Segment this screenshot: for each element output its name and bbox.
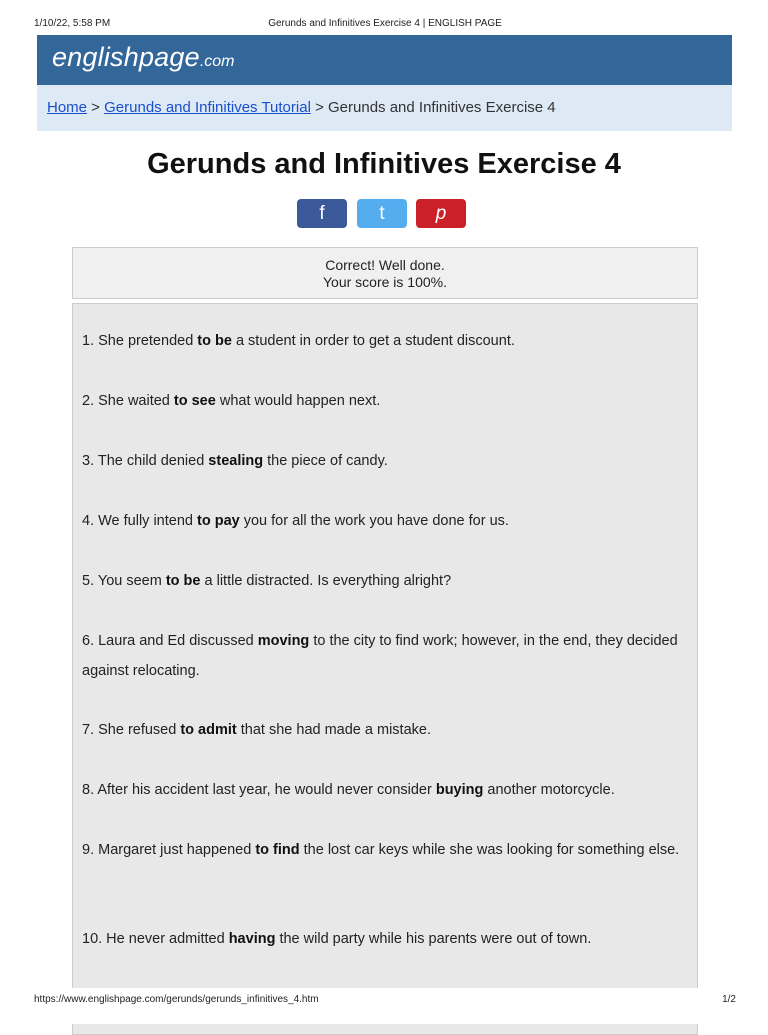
answer-item: 7. She refused to admit that she had made a mistake.: [82, 722, 431, 738]
pinterest-share-button[interactable]: [416, 199, 466, 228]
breadcrumb-tutorial-link[interactable]: Gerunds and Infinitives Tutorial: [104, 99, 311, 116]
answer-item: 6. Laura and Ed discussed moving to the city to find work; however, in the end, they decided against relocating.: [82, 633, 678, 679]
print-footer: [34, 994, 736, 1008]
site-header: [37, 35, 732, 85]
twitter-icon: t: [379, 203, 385, 224]
answer-word: to be: [165, 573, 201, 589]
answer-word: buying: [435, 782, 484, 798]
answer-word: to admit: [180, 722, 237, 738]
result-message: Correct! Well done.: [325, 257, 445, 273]
breadcrumb-separator: >: [310, 99, 329, 116]
answer-word: moving: [257, 633, 310, 649]
answer-item: 10. He never admitted having the wild party while his parents were out of town.: [82, 931, 592, 947]
print-datetime: 1/10/22, 5:58 PM: [34, 18, 111, 29]
answer-word: stealing: [208, 453, 264, 469]
answer-item: 2. She waited to see what would happen next.: [82, 393, 381, 409]
page-title: Gerunds and Infinitives Exercise 4: [147, 148, 621, 180]
answer-item: 5. You seem to be a little distracted. Is everything alright?: [82, 573, 452, 589]
score-result-box: [72, 247, 698, 299]
logo-tld: .com: [199, 53, 235, 70]
breadcrumb-bar: [37, 85, 732, 131]
answer-word: to see: [173, 393, 216, 409]
twitter-share-button[interactable]: [357, 199, 407, 228]
breadcrumb: [47, 99, 556, 116]
result-score: Your score is 100%.: [323, 274, 447, 290]
pinterest-icon: p: [435, 203, 447, 224]
breadcrumb-current: Gerunds and Infinitives Exercise 4: [328, 99, 556, 116]
breadcrumb-home-link[interactable]: Home: [47, 99, 88, 116]
print-header: [34, 18, 736, 32]
logo-wordmark: englishpage: [52, 42, 200, 72]
print-page-title: Gerunds and Infinitives Exercise 4 | ENGLISH PAGE: [268, 18, 502, 29]
answer-item: 3. The child denied stealing the piece of candy.: [82, 453, 388, 469]
print-url: https://www.englishpage.com/gerunds/gerunds_infinitives_4.htm: [34, 994, 319, 1005]
site-logo[interactable]: [52, 42, 235, 73]
answer-word: having: [228, 931, 276, 947]
print-page-number: 1/2: [722, 994, 736, 1005]
share-buttons: [0, 199, 768, 229]
answer-item: 8. After his accident last year, he would never consider buying another motorcycle.: [82, 782, 615, 798]
answers-panel: [72, 303, 698, 1035]
answer-word: to be: [197, 333, 232, 349]
answer-item: 1. She pretended to be a student in order to get a student discount.: [82, 333, 515, 349]
facebook-icon: f: [319, 203, 325, 224]
answer-word: to pay: [197, 513, 240, 529]
answer-item: 4. We fully intend to pay you for all the work you have done for us.: [82, 513, 509, 529]
answer-word: to find: [255, 842, 300, 858]
facebook-share-button[interactable]: [297, 199, 347, 228]
breadcrumb-separator: >: [87, 99, 105, 116]
answer-item: 9. Margaret just happened to find the lost car keys while she was looking for something else.: [82, 842, 680, 858]
